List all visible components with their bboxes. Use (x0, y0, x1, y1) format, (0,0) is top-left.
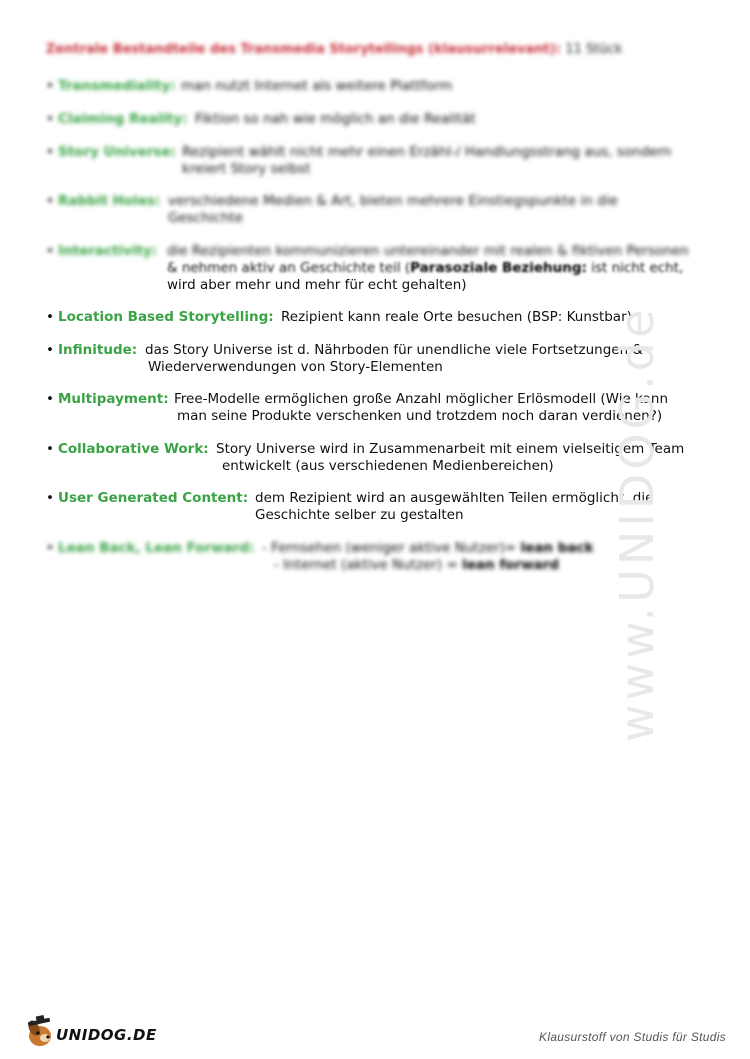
description-line: Rezipient wählt nicht mehr einen Erzähl-/ Handlungsstrang aus, sondern (182, 144, 672, 160)
term-description (255, 490, 653, 524)
bullet: • (46, 78, 54, 94)
description-line: Wiederverwendungen von Story-Elementen (148, 359, 443, 375)
bold-term: lean back (520, 540, 594, 556)
term-description (145, 342, 643, 376)
bullet: • (46, 193, 54, 209)
heading-title: Zentrale Bestandteile des Transmedia Storytellings (klausurrelevant): (46, 42, 561, 57)
bullet: • (46, 111, 54, 127)
description-line: kreiert Story selbst (182, 161, 311, 177)
description-text: - Internet (aktive Nutzer) = (274, 557, 463, 573)
heading-count: 11 Stück (565, 42, 623, 57)
term-description (281, 309, 632, 326)
description-text: & nehmen aktiv an Geschichte teil ( (167, 260, 411, 276)
bullet: • (46, 441, 54, 457)
description-line: verschiedene Medien & Art, bieten mehrere Einstiegspunkte in die (168, 193, 618, 209)
term-label: Location Based Storytelling: (58, 309, 274, 325)
term-description (167, 243, 689, 294)
watermark-text: www.UNIDOG.de (610, 305, 664, 742)
term-description (181, 78, 452, 95)
description-line: die Rezipienten kommunizieren untereinander mit realen & fiktiven Personen (167, 243, 689, 259)
term-description (195, 111, 476, 128)
term-label: User Generated Content: (58, 490, 249, 506)
term-description (262, 540, 594, 574)
description-line (262, 540, 594, 557)
description-line: Geschichte (168, 210, 244, 226)
bullet: • (46, 309, 54, 325)
description-line: das Story Universe ist d. Nährboden für unendliche viele Fortsetzungen & (145, 342, 643, 358)
description-line: man nutzt Internet als weitere Plattform (181, 78, 453, 94)
term-description (168, 193, 618, 227)
description-text: ist nicht echt, (586, 260, 684, 276)
term-label: Infinitude: (58, 342, 138, 358)
description-line: Rezipient kann reale Orte besuchen (BSP: Kunstbar) (281, 309, 632, 325)
logo-wordmark: UNIDOG.DE (56, 1026, 157, 1044)
footer-tagline: Klausurstoff von Studis für Studis (539, 1030, 726, 1044)
description-line: dem Rezipient wird an ausgewählten Teilen ermöglicht, die (255, 490, 654, 506)
term-label: Multipayment: (58, 391, 169, 407)
term-description (174, 391, 668, 425)
description-line (262, 557, 594, 574)
term-label: Claiming Reality: (58, 111, 188, 127)
term-label: Lean Back, Lean Forward: (58, 540, 255, 556)
term-label: Collaborative Work: (58, 441, 209, 457)
bold-term: Parasoziale Beziehung: (410, 260, 587, 276)
bullet: • (46, 243, 54, 259)
description-line: wird aber mehr und mehr für echt gehalten) (167, 277, 467, 293)
description-line: man seine Produkte verschenken und trotzdem noch daran verdienen?) (177, 408, 663, 424)
description-line: entwickelt (aus verschiedenen Medienbereichen) (222, 458, 554, 474)
description-line: Story Universe wird in Zusammenarbeit mit einem vielseitigem Team (216, 441, 685, 457)
term-label: Story Universe: (58, 144, 177, 160)
description-line: Free-Modelle ermöglichen große Anzahl möglicher Erlösmodell (Wie kann (174, 391, 669, 407)
term-label: Rabbit Holes: (58, 193, 161, 209)
description-line: Geschichte selber zu gestalten (255, 507, 464, 523)
bullet: • (46, 540, 54, 556)
description-text: - Fernsehen (weniger aktive Nutzer)= (262, 540, 521, 556)
term-label: Interactivity: (58, 243, 158, 259)
page-heading (46, 42, 706, 57)
term-description (182, 144, 671, 178)
bullet: • (46, 342, 54, 358)
description-line (167, 260, 689, 277)
term-label: Transmediality: (58, 78, 176, 94)
description-line: Fiktion so nah wie möglich an die Realität (195, 111, 476, 127)
bullet: • (46, 391, 54, 407)
bullet: • (46, 490, 54, 506)
bullet: • (46, 144, 54, 160)
bold-term: lean forward (462, 557, 560, 573)
